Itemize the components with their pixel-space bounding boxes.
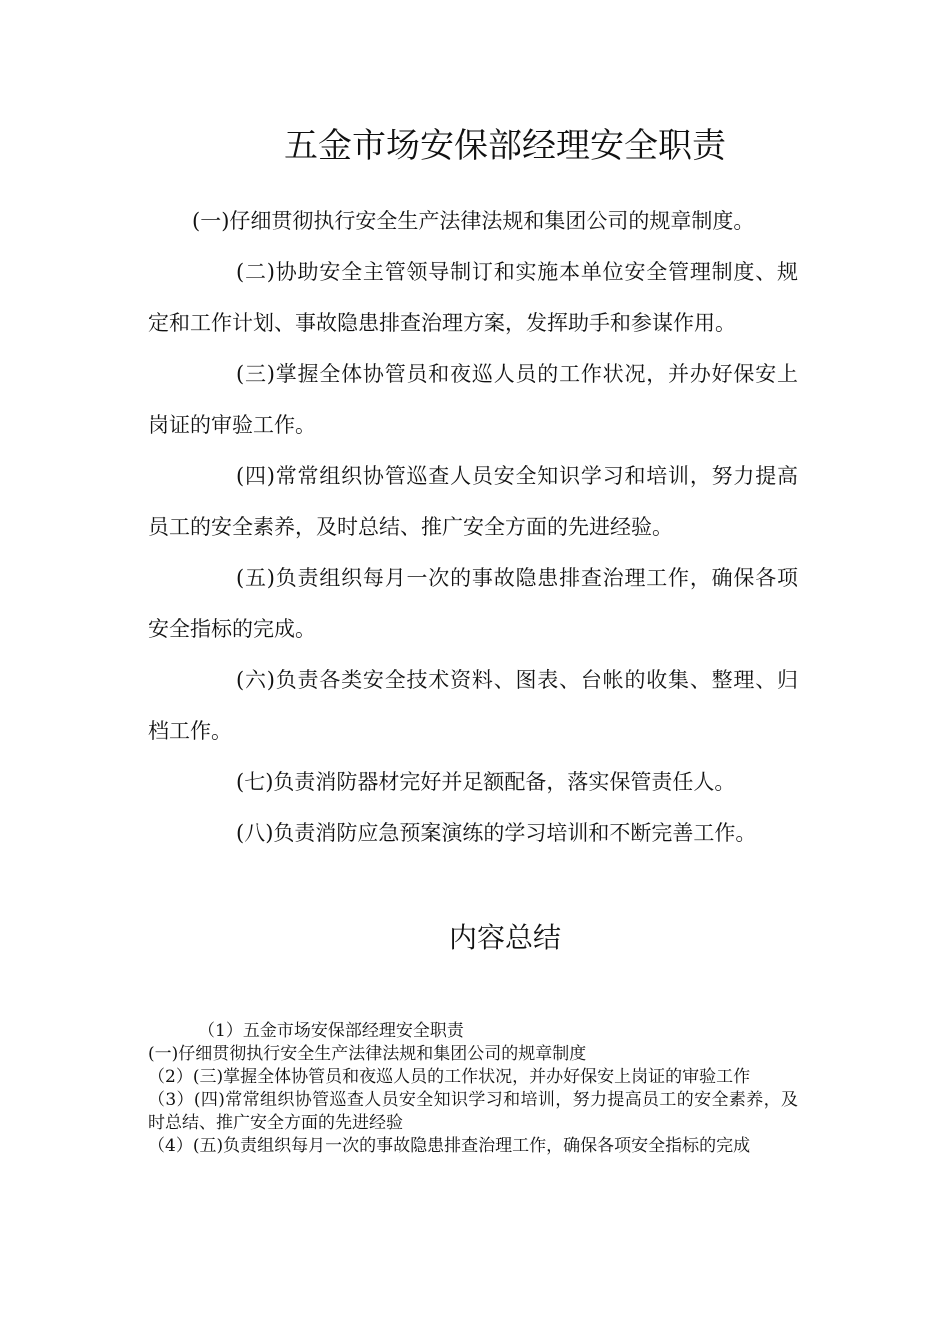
- duty-paragraph: (七)负责消防器材完好并足额配备，落实保管责任人。: [236, 770, 736, 794]
- summary-item: （2）(三)掌握全体协管员和夜巡人员的工作状况，并办好保安上岗证的审验工作: [148, 1067, 751, 1087]
- duties-list: [148, 196, 798, 859]
- document-title: 五金市场安保部经理安全职责: [284, 126, 726, 166]
- duty-paragraph: (三)掌握全体协管员和夜巡人员的工作状况，并办好保安上岗证的审验工作。: [148, 362, 798, 437]
- summary-item: （1）五金市场安保部经理安全职责: [198, 1021, 464, 1041]
- summary-item: (一)仔细贯彻执行安全生产法律法规和集团公司的规章制度: [148, 1044, 587, 1064]
- summary-item: （3）(四)常常组织协管巡查人员安全知识学习和培训，努力提高员工的安全素养，及时总结、推广安全方面的先进经验: [148, 1090, 798, 1133]
- duty-paragraph: (二)协助安全主管领导制订和实施本单位安全管理制度、规定和工作计划、事故隐患排查治理方案，发挥助手和参谋作用。: [148, 260, 798, 335]
- duty-paragraph: (八)负责消防应急预案演练的学习培训和不断完善工作。: [236, 821, 757, 845]
- duty-paragraph: (一)仔细贯彻执行安全生产法律法规和集团公司的规章制度。: [192, 209, 755, 233]
- summary-heading: 内容总结: [448, 921, 561, 954]
- summary-item: （4）(五)负责组织每月一次的事故隐患排查治理工作，确保各项安全指标的完成: [148, 1136, 751, 1156]
- summary-list: [148, 1020, 798, 1158]
- duty-paragraph: (四)常常组织协管巡查人员安全知识学习和培训，努力提高员工的安全素养，及时总结、推广安全方面的先进经验。: [148, 464, 798, 539]
- duty-paragraph: (六)负责各类安全技术资料、图表、台帐的收集、整理、归档工作。: [148, 668, 798, 743]
- duty-paragraph: (五)负责组织每月一次的事故隐患排查治理工作，确保各项安全指标的完成。: [148, 566, 798, 641]
